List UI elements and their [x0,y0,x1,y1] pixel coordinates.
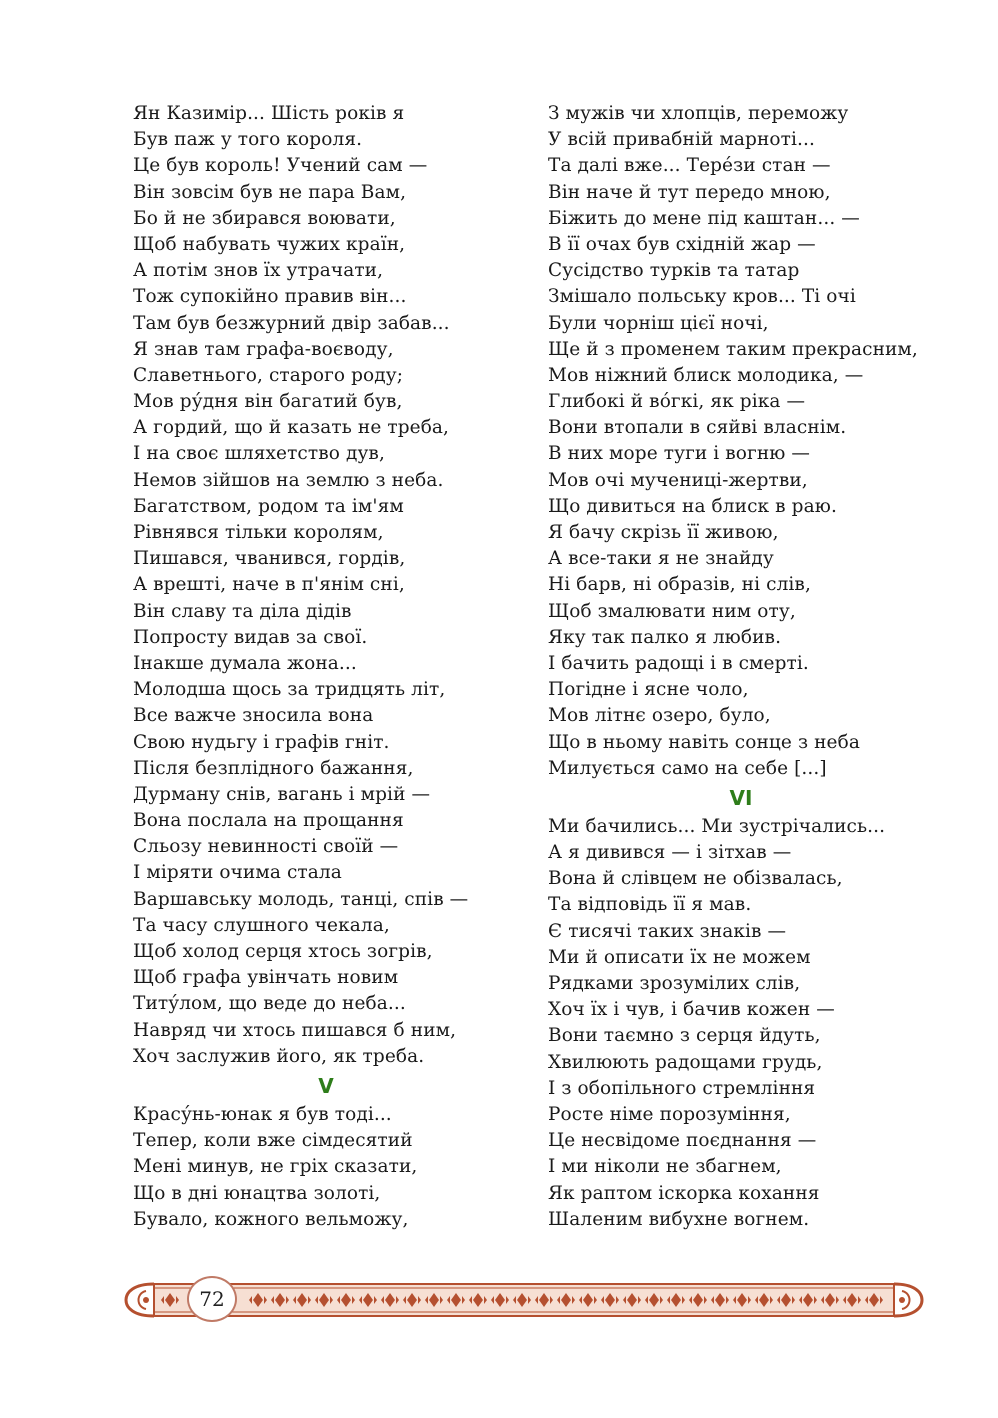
verse-line: Бо й не збирався воювати, [133,207,396,229]
left-verse-block-after [133,1102,513,1233]
page-number: 72 [199,1287,225,1311]
verse-line: Ні барв, ні образів, ні слів, [548,574,811,596]
verse-line: В них море туги і вогню — [548,443,811,465]
verse-line: Біжить до мене під каштан... — [548,207,860,229]
section-heading-vi: VI [729,785,753,810]
verse-line: Та далі вже... Тере́зи стан — [548,155,831,177]
verse-line: Щоб графа увінчать новим [133,967,399,989]
verse-line: Ми й описати їх не можем [548,946,811,968]
verse-line: Вона послала на прощання [133,810,404,832]
verse-line: Рівнявся тільки королям, [133,522,384,543]
verse-line: І міряти очима стала [133,862,342,884]
verse-line: А потім знов їх утрачати, [133,260,384,282]
verse-line: Він наче й тут передо мною, [548,181,831,203]
verse-line: Змішало польську кров... Ті очі [548,286,856,308]
verse-line: Ян Казимір... Шість років я [133,103,405,124]
left-column [133,101,513,1233]
verse-line: Були чорніш цієї ночі, [548,312,769,334]
verse-line: Він славу та діла дідів [133,600,352,622]
verse-line: Все важче зносила вона [133,705,374,727]
verse-line: Мені минув, не гріх сказати, [133,1156,418,1178]
verse-line: Пишався, чванився, гордів, [133,548,406,570]
right-verse-block [548,101,928,782]
verse-line: Ще й з променем таким прекрасним, [548,338,918,360]
verse-line: Варшавську молодь, танці, спів — [133,888,469,910]
verse-line: Після безплідного бажання, [133,757,414,779]
verse-line: А я дивився — і зітхав — [548,842,792,864]
verse-line: Був паж у того короля. [133,129,363,151]
verse-line: В її очах був східній жар — [548,233,816,255]
verse-line: Хоч їх і чув, і бачив кожен — [548,999,835,1021]
right-verse-block-after [548,814,928,1233]
verse-line: Щоб змалювати ним оту, [548,600,796,622]
verse-line: Попросту видав за свої. [133,626,368,648]
verse-line: Дурману снів, вагань і мрій — [133,783,431,805]
verse-line: Є тисячі таких знаків — [548,920,787,942]
verse-line: І на своє шляхетство дув, [133,443,385,465]
verse-line: Сльозу невинності своїй — [133,836,399,858]
verse-line: Це був король! Учений сам — [133,155,428,177]
verse-line: Мов очі мучениці-жертви, [548,469,808,491]
verse-line: Молодша щось за тридцять літ, [133,679,446,701]
verse-line: Глибокі й во́гкі, як ріка — [548,391,806,413]
verse-line: Що в ньому навіть сонце з неба [548,731,860,753]
folk-ornament-border-icon [124,1277,924,1323]
left-verse-block [133,101,513,1070]
verse-line: Славетнього, старого роду; [133,364,404,386]
verse-line: Сусідство турків та татар [548,260,800,282]
verse-line: Мов ніжний блиск молодика, — [548,364,864,386]
verse-line: А все-таки я не знайду [548,548,774,570]
verse-line: Погідне і ясне чоло, [548,679,749,701]
verse-line: Тож супокійно правив він... [133,286,407,308]
verse-line: Немов зійшов на землю з неба. [133,469,444,491]
verse-line: А гордий, що й казать не треба, [133,417,450,439]
verse-line: Хоч заслужив його, як треба. [133,1045,425,1067]
verse-line: Рядками зрозумілих слів, [548,973,801,994]
verse-line: Та часу слушного чекала, [133,914,390,936]
verse-line: Що в дні юнацтва золоті, [133,1182,381,1204]
verse-line: Яку так палко я любив. [548,626,782,648]
verse-line: Я бачу скрізь її живою, [548,522,779,543]
verse-line: Це несвідоме поєднання — [548,1130,817,1152]
verse-line: Що дивиться на блиск в раю. [548,495,837,517]
verse-line: Красу́нь-юнак я був тоді... [133,1103,392,1125]
verse-line: Багатством, родом та ім'ям [133,495,404,517]
verse-line: Інакше думала жона... [133,652,357,674]
verse-line: Росте німе порозуміння, [548,1103,791,1125]
verse-line: Щоб набувать чужих країн, [133,233,406,255]
verse-line: Бувало, кожного вельможу, [133,1208,409,1230]
verse-line: Як раптом іскорка кохання [548,1182,820,1204]
section-heading-v: V [318,1073,334,1098]
verse-line: Ми бачились... Ми зустрічались... [548,815,886,837]
verse-line: Там був безжурний двір забав... [133,312,450,334]
verse-line: І ми ніколи не збагнем, [548,1156,782,1178]
verse-line: Він зовсім був не пара Вам, [133,181,407,203]
verse-line: Мов ру́дня він багатий був, [133,391,403,413]
verse-line: Свою нудьгу і графів гніт. [133,731,390,753]
verse-line: Щоб холод серця хтось зогрів, [133,941,433,962]
verse-line: У всій привабній марноті... [548,129,815,151]
right-column [548,101,928,1233]
verse-line: Вони таємно з серця йдуть, [548,1025,821,1047]
verse-line: З мужів чи хлопців, переможу [548,103,849,124]
verse-line: Милується само на себе [...] [548,757,827,779]
verse-line: Тепер, коли вже сімдесятий [133,1130,413,1152]
verse-line: Я знав там графа-воєводу, [133,338,394,360]
verse-line: Мов літнє озеро, було, [548,705,771,727]
verse-line: Шаленим вибухне вогнем. [548,1208,810,1230]
verse-line: Вона й слівцем не обізвалась, [548,868,843,890]
verse-line: Вони втопали в сяйві власнім. [548,417,847,439]
verse-line: Хвилюють радощами грудь, [548,1051,823,1073]
verse-line: Та відповідь її я мав. [548,894,752,916]
verse-line: Титу́лом, що веде до неба... [133,993,406,1015]
verse-line: Навряд чи хтось пишався б ним, [133,1019,457,1041]
verse-line: І бачить радощі і в смерті. [548,652,809,674]
verse-line: І з обопільного стремління [548,1077,816,1099]
verse-line: А врешті, наче в п'янім сні, [133,574,405,596]
